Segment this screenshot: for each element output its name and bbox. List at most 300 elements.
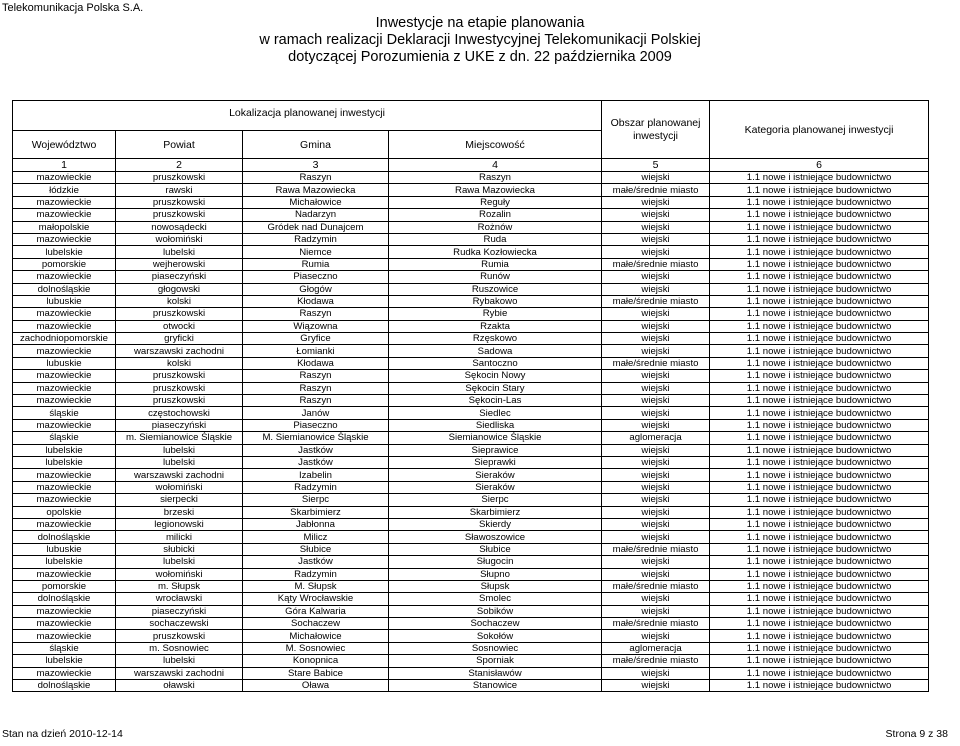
cell-kategoria: 1.1 nowe i istniejące budownictwo [710, 642, 929, 654]
investments-table [12, 100, 929, 692]
cell-gmina: Nadarzyn [243, 209, 389, 221]
col-header-obszar: Obszar planowanej inwestycji [602, 101, 710, 159]
cell-miejscowosc: Skierdy [389, 518, 602, 530]
col-number: 6 [710, 159, 929, 172]
cell-miejscowosc: Raszyn [389, 172, 602, 184]
cell-obszar: wiejski [602, 680, 710, 692]
cell-miejscowosc: Skarbimierz [389, 506, 602, 518]
cell-kategoria: 1.1 nowe i istniejące budownictwo [710, 295, 929, 307]
cell-powiat: piaseczyński [116, 605, 243, 617]
cell-obszar: małe/średnie miasto [602, 618, 710, 630]
cell-powiat: nowosądecki [116, 221, 243, 233]
cell-obszar: wiejski [602, 196, 710, 208]
col-header-powiat: Powiat [116, 131, 243, 159]
cell-miejscowosc: Sękocin Stary [389, 382, 602, 394]
cell-miejscowosc: Sosnowiec [389, 642, 602, 654]
cell-powiat: warszawski zachodni [116, 345, 243, 357]
cell-wojewodztwo: dolnośląskie [13, 680, 116, 692]
cell-obszar: wiejski [602, 283, 710, 295]
cell-obszar: wiejski [602, 209, 710, 221]
table-row [13, 444, 929, 456]
cell-powiat: kolski [116, 295, 243, 307]
cell-wojewodztwo: pomorskie [13, 258, 116, 270]
cell-wojewodztwo: mazowieckie [13, 568, 116, 580]
cell-obszar: wiejski [602, 246, 710, 258]
cell-obszar: wiejski [602, 370, 710, 382]
cell-kategoria: 1.1 nowe i istniejące budownictwo [710, 580, 929, 592]
cell-wojewodztwo: mazowieckie [13, 320, 116, 332]
cell-miejscowosc: Rozalin [389, 209, 602, 221]
footer-page-number: Strona 9 z 38 [885, 728, 948, 740]
col-number: 5 [602, 159, 710, 172]
cell-obszar: wiejski [602, 172, 710, 184]
cell-obszar: wiejski [602, 308, 710, 320]
cell-powiat: m. Siemianowice Śląskie [116, 432, 243, 444]
cell-gmina: Rawa Mazowiecka [243, 184, 389, 196]
cell-powiat: sierpecki [116, 494, 243, 506]
cell-gmina: M. Sosnowiec [243, 642, 389, 654]
cell-powiat: lubelski [116, 444, 243, 456]
cell-wojewodztwo: pomorskie [13, 580, 116, 592]
cell-gmina: M. Siemianowice Śląskie [243, 432, 389, 444]
cell-powiat: m. Słupsk [116, 580, 243, 592]
cell-powiat: wołomiński [116, 481, 243, 493]
cell-gmina: Wiązowna [243, 320, 389, 332]
cell-kategoria: 1.1 nowe i istniejące budownictwo [710, 543, 929, 555]
cell-powiat: pruszkowski [116, 395, 243, 407]
cell-gmina: Skarbimierz [243, 506, 389, 518]
cell-obszar: małe/średnie miasto [602, 580, 710, 592]
cell-miejscowosc: Sieraków [389, 481, 602, 493]
cell-wojewodztwo: mazowieckie [13, 308, 116, 320]
table-row [13, 456, 929, 468]
cell-kategoria: 1.1 nowe i istniejące budownictwo [710, 407, 929, 419]
cell-gmina: Jastków [243, 556, 389, 568]
table-row [13, 221, 929, 233]
cell-obszar: wiejski [602, 593, 710, 605]
table-row [13, 209, 929, 221]
cell-kategoria: 1.1 nowe i istniejące budownictwo [710, 221, 929, 233]
cell-gmina: Raszyn [243, 172, 389, 184]
cell-miejscowosc: Słubice [389, 543, 602, 555]
cell-powiat: otwocki [116, 320, 243, 332]
cell-kategoria: 1.1 nowe i istniejące budownictwo [710, 308, 929, 320]
table-row [13, 172, 929, 184]
table-row [13, 680, 929, 692]
cell-powiat: piaseczyński [116, 419, 243, 431]
table-row [13, 295, 929, 307]
col-number: 3 [243, 159, 389, 172]
table-row [13, 184, 929, 196]
cell-wojewodztwo: mazowieckie [13, 618, 116, 630]
cell-wojewodztwo: opolskie [13, 506, 116, 518]
cell-miejscowosc: Stanowice [389, 680, 602, 692]
cell-obszar: małe/średnie miasto [602, 295, 710, 307]
cell-powiat: m. Sosnowiec [116, 642, 243, 654]
cell-gmina: M. Słupsk [243, 580, 389, 592]
table-row [13, 419, 929, 431]
cell-kategoria: 1.1 nowe i istniejące budownictwo [710, 568, 929, 580]
cell-miejscowosc: Smolec [389, 593, 602, 605]
cell-miejscowosc: Sękocin Nowy [389, 370, 602, 382]
cell-obszar: wiejski [602, 605, 710, 617]
location-group-header: Lokalizacja planowanej inwestycji [13, 101, 602, 131]
table-row [13, 667, 929, 679]
cell-gmina: Słubice [243, 543, 389, 555]
cell-powiat: legionowski [116, 518, 243, 530]
table-row [13, 370, 929, 382]
table-row [13, 308, 929, 320]
cell-miejscowosc: Sieprawice [389, 444, 602, 456]
table-row [13, 630, 929, 642]
table-row [13, 543, 929, 555]
cell-miejscowosc: Rudka Kozłowiecka [389, 246, 602, 258]
cell-wojewodztwo: mazowieckie [13, 233, 116, 245]
cell-miejscowosc: Sękocin-Las [389, 395, 602, 407]
cell-miejscowosc: Siedlec [389, 407, 602, 419]
cell-powiat: milicki [116, 531, 243, 543]
cell-powiat: częstochowski [116, 407, 243, 419]
cell-kategoria: 1.1 nowe i istniejące budownictwo [710, 419, 929, 431]
cell-miejscowosc: Siemianowice Śląskie [389, 432, 602, 444]
cell-powiat: lubelski [116, 246, 243, 258]
cell-powiat: pruszkowski [116, 630, 243, 642]
col-header-kategoria: Kategoria planowanej inwestycji [710, 101, 929, 159]
cell-kategoria: 1.1 nowe i istniejące budownictwo [710, 283, 929, 295]
table-row [13, 580, 929, 592]
cell-powiat: wołomiński [116, 568, 243, 580]
cell-obszar: wiejski [602, 469, 710, 481]
cell-wojewodztwo: małopolskie [13, 221, 116, 233]
cell-gmina: Radzymin [243, 233, 389, 245]
cell-gmina: Kłodawa [243, 295, 389, 307]
cell-wojewodztwo: lubelskie [13, 456, 116, 468]
cell-miejscowosc: Sokołów [389, 630, 602, 642]
col-header-miejscowosc: Miejscowość [389, 131, 602, 159]
cell-kategoria: 1.1 nowe i istniejące budownictwo [710, 172, 929, 184]
cell-kategoria: 1.1 nowe i istniejące budownictwo [710, 432, 929, 444]
cell-wojewodztwo: mazowieckie [13, 630, 116, 642]
cell-wojewodztwo: mazowieckie [13, 382, 116, 394]
cell-miejscowosc: Runów [389, 271, 602, 283]
cell-gmina: Radzymin [243, 568, 389, 580]
cell-gmina: Michałowice [243, 630, 389, 642]
cell-kategoria: 1.1 nowe i istniejące budownictwo [710, 184, 929, 196]
cell-obszar: wiejski [602, 320, 710, 332]
cell-obszar: wiejski [602, 568, 710, 580]
cell-powiat: wołomiński [116, 233, 243, 245]
cell-wojewodztwo: mazowieckie [13, 605, 116, 617]
cell-wojewodztwo: śląskie [13, 407, 116, 419]
table-row [13, 246, 929, 258]
cell-obszar: aglomeracja [602, 642, 710, 654]
cell-obszar: małe/średnie miasto [602, 655, 710, 667]
cell-kategoria: 1.1 nowe i istniejące budownictwo [710, 680, 929, 692]
cell-miejscowosc: Ruszowice [389, 283, 602, 295]
cell-wojewodztwo: mazowieckie [13, 172, 116, 184]
cell-powiat: pruszkowski [116, 308, 243, 320]
cell-miejscowosc: Słupno [389, 568, 602, 580]
cell-kategoria: 1.1 nowe i istniejące budownictwo [710, 531, 929, 543]
table-row [13, 605, 929, 617]
cell-kategoria: 1.1 nowe i istniejące budownictwo [710, 655, 929, 667]
cell-gmina: Izabelin [243, 469, 389, 481]
cell-kategoria: 1.1 nowe i istniejące budownictwo [710, 370, 929, 382]
cell-obszar: wiejski [602, 419, 710, 431]
cell-gmina: Łomianki [243, 345, 389, 357]
cell-powiat: pruszkowski [116, 196, 243, 208]
table-row [13, 258, 929, 270]
cell-gmina: Raszyn [243, 308, 389, 320]
table-row [13, 271, 929, 283]
cell-powiat: słubicki [116, 543, 243, 555]
cell-gmina: Oława [243, 680, 389, 692]
cell-gmina: Głogów [243, 283, 389, 295]
cell-gmina: Sierpc [243, 494, 389, 506]
cell-wojewodztwo: lubelskie [13, 556, 116, 568]
table-row [13, 642, 929, 654]
cell-miejscowosc: Ruda [389, 233, 602, 245]
cell-powiat: lubelski [116, 556, 243, 568]
cell-powiat: kolski [116, 357, 243, 369]
cell-obszar: małe/średnie miasto [602, 258, 710, 270]
footer-date: Stan na dzień 2010-12-14 [2, 728, 123, 740]
cell-wojewodztwo: mazowieckie [13, 419, 116, 431]
cell-gmina: Piaseczno [243, 419, 389, 431]
cell-miejscowosc: Rybakowo [389, 295, 602, 307]
cell-gmina: Kłodawa [243, 357, 389, 369]
cell-powiat: sochaczewski [116, 618, 243, 630]
cell-gmina: Jastków [243, 456, 389, 468]
cell-kategoria: 1.1 nowe i istniejące budownictwo [710, 357, 929, 369]
cell-miejscowosc: Sobików [389, 605, 602, 617]
cell-obszar: wiejski [602, 456, 710, 468]
cell-obszar: wiejski [602, 494, 710, 506]
table-row [13, 593, 929, 605]
cell-gmina: Stare Babice [243, 667, 389, 679]
cell-kategoria: 1.1 nowe i istniejące budownictwo [710, 618, 929, 630]
cell-obszar: wiejski [602, 518, 710, 530]
cell-miejscowosc: Reguły [389, 196, 602, 208]
cell-wojewodztwo: mazowieckie [13, 209, 116, 221]
cell-gmina: Jastków [243, 444, 389, 456]
cell-gmina: Radzymin [243, 481, 389, 493]
cell-powiat: pruszkowski [116, 172, 243, 184]
cell-wojewodztwo: lubelskie [13, 246, 116, 258]
cell-wojewodztwo: łódzkie [13, 184, 116, 196]
table-row [13, 233, 929, 245]
cell-gmina: Piaseczno [243, 271, 389, 283]
table-row [13, 333, 929, 345]
title-line-1: Inwestycje na etapie planowania [375, 15, 585, 31]
cell-kategoria: 1.1 nowe i istniejące budownictwo [710, 395, 929, 407]
cell-miejscowosc: Słupsk [389, 580, 602, 592]
cell-kategoria: 1.1 nowe i istniejące budownictwo [710, 258, 929, 270]
cell-wojewodztwo: mazowieckie [13, 667, 116, 679]
cell-powiat: wrocławski [116, 593, 243, 605]
table-row [13, 407, 929, 419]
cell-obszar: wiejski [602, 345, 710, 357]
cell-miejscowosc: Sieraków [389, 469, 602, 481]
cell-gmina: Kąty Wrocławskie [243, 593, 389, 605]
cell-obszar: małe/średnie miasto [602, 184, 710, 196]
cell-miejscowosc: Sadowa [389, 345, 602, 357]
cell-powiat: warszawski zachodni [116, 469, 243, 481]
cell-obszar: małe/średnie miasto [602, 357, 710, 369]
cell-kategoria: 1.1 nowe i istniejące budownictwo [710, 518, 929, 530]
cell-gmina: Rumia [243, 258, 389, 270]
cell-powiat: gryficki [116, 333, 243, 345]
col-number: 2 [116, 159, 243, 172]
cell-wojewodztwo: mazowieckie [13, 345, 116, 357]
cell-miejscowosc: Rybie [389, 308, 602, 320]
cell-gmina: Jabłonna [243, 518, 389, 530]
table-row [13, 506, 929, 518]
cell-kategoria: 1.1 nowe i istniejące budownictwo [710, 630, 929, 642]
table-row [13, 481, 929, 493]
page-title [0, 15, 960, 66]
cell-obszar: wiejski [602, 395, 710, 407]
cell-kategoria: 1.1 nowe i istniejące budownictwo [710, 667, 929, 679]
cell-wojewodztwo: śląskie [13, 432, 116, 444]
table-row [13, 395, 929, 407]
cell-gmina: Raszyn [243, 370, 389, 382]
cell-kategoria: 1.1 nowe i istniejące budownictwo [710, 333, 929, 345]
cell-miejscowosc: Sługocin [389, 556, 602, 568]
cell-kategoria: 1.1 nowe i istniejące budownictwo [710, 196, 929, 208]
cell-obszar: aglomeracja [602, 432, 710, 444]
cell-wojewodztwo: lubuskie [13, 357, 116, 369]
cell-obszar: wiejski [602, 556, 710, 568]
cell-powiat: rawski [116, 184, 243, 196]
cell-wojewodztwo: mazowieckie [13, 395, 116, 407]
cell-gmina: Konopnica [243, 655, 389, 667]
cell-obszar: wiejski [602, 481, 710, 493]
cell-miejscowosc: Rożnów [389, 221, 602, 233]
cell-kategoria: 1.1 nowe i istniejące budownictwo [710, 209, 929, 221]
cell-gmina: Sochaczew [243, 618, 389, 630]
title-line-2: w ramach realizacji Deklaracji Inwestycyjnej Telekomunikacji Polskiej [259, 32, 701, 48]
cell-miejscowosc: Sochaczew [389, 618, 602, 630]
cell-kategoria: 1.1 nowe i istniejące budownictwo [710, 506, 929, 518]
cell-gmina: Michałowice [243, 196, 389, 208]
cell-obszar: wiejski [602, 630, 710, 642]
cell-powiat: pruszkowski [116, 382, 243, 394]
cell-miejscowosc: Sławoszowice [389, 531, 602, 543]
table-row [13, 494, 929, 506]
table-row [13, 469, 929, 481]
cell-powiat: oławski [116, 680, 243, 692]
cell-kategoria: 1.1 nowe i istniejące budownictwo [710, 556, 929, 568]
table-row [13, 196, 929, 208]
table-row [13, 518, 929, 530]
cell-miejscowosc: Rumia [389, 258, 602, 270]
table-row [13, 568, 929, 580]
table-row [13, 382, 929, 394]
cell-miejscowosc: Rzakta [389, 320, 602, 332]
cell-wojewodztwo: dolnośląskie [13, 593, 116, 605]
cell-gmina: Milicz [243, 531, 389, 543]
cell-powiat: pruszkowski [116, 370, 243, 382]
cell-gmina: Gródek nad Dunajcem [243, 221, 389, 233]
cell-kategoria: 1.1 nowe i istniejące budownictwo [710, 456, 929, 468]
cell-wojewodztwo: lubuskie [13, 295, 116, 307]
table-row [13, 531, 929, 543]
table-row [13, 283, 929, 295]
table-row [13, 345, 929, 357]
cell-powiat: piaseczyński [116, 271, 243, 283]
cell-kategoria: 1.1 nowe i istniejące budownictwo [710, 246, 929, 258]
cell-wojewodztwo: mazowieckie [13, 481, 116, 493]
cell-miejscowosc: Rzęskowo [389, 333, 602, 345]
table-row [13, 320, 929, 332]
col-header-gmina: Gmina [243, 131, 389, 159]
cell-obszar: wiejski [602, 271, 710, 283]
cell-kategoria: 1.1 nowe i istniejące budownictwo [710, 320, 929, 332]
cell-kategoria: 1.1 nowe i istniejące budownictwo [710, 481, 929, 493]
cell-miejscowosc: Rawa Mazowiecka [389, 184, 602, 196]
cell-kategoria: 1.1 nowe i istniejące budownictwo [710, 593, 929, 605]
cell-miejscowosc: Sierpc [389, 494, 602, 506]
col-header-wojewodztwo: Województwo [13, 131, 116, 159]
cell-gmina: Raszyn [243, 395, 389, 407]
cell-kategoria: 1.1 nowe i istniejące budownictwo [710, 233, 929, 245]
cell-obszar: wiejski [602, 221, 710, 233]
cell-wojewodztwo: dolnośląskie [13, 283, 116, 295]
cell-miejscowosc: Sporniak [389, 655, 602, 667]
title-line-3: dotyczącej Porozumienia z UKE z dn. 22 października 2009 [288, 49, 672, 65]
cell-miejscowosc: Sieprawki [389, 456, 602, 468]
cell-powiat: pruszkowski [116, 209, 243, 221]
cell-kategoria: 1.1 nowe i istniejące budownictwo [710, 271, 929, 283]
cell-wojewodztwo: lubuskie [13, 543, 116, 555]
cell-wojewodztwo: mazowieckie [13, 271, 116, 283]
cell-kategoria: 1.1 nowe i istniejące budownictwo [710, 494, 929, 506]
cell-gmina: Janów [243, 407, 389, 419]
cell-powiat: brzeski [116, 506, 243, 518]
cell-kategoria: 1.1 nowe i istniejące budownictwo [710, 382, 929, 394]
cell-kategoria: 1.1 nowe i istniejące budownictwo [710, 469, 929, 481]
company-name: Telekomunikacja Polska S.A. [2, 2, 144, 14]
cell-kategoria: 1.1 nowe i istniejące budownictwo [710, 444, 929, 456]
cell-obszar: wiejski [602, 407, 710, 419]
cell-miejscowosc: Siedliska [389, 419, 602, 431]
cell-obszar: wiejski [602, 333, 710, 345]
cell-obszar: wiejski [602, 506, 710, 518]
cell-gmina: Góra Kalwaria [243, 605, 389, 617]
cell-powiat: warszawski zachodni [116, 667, 243, 679]
cell-wojewodztwo: mazowieckie [13, 370, 116, 382]
cell-miejscowosc: Stanisławów [389, 667, 602, 679]
cell-wojewodztwo: lubelskie [13, 444, 116, 456]
cell-wojewodztwo: zachodniopomorskie [13, 333, 116, 345]
cell-obszar: małe/średnie miasto [602, 543, 710, 555]
table-row [13, 618, 929, 630]
cell-wojewodztwo: lubelskie [13, 655, 116, 667]
cell-miejscowosc: Santoczno [389, 357, 602, 369]
table-row [13, 556, 929, 568]
cell-obszar: wiejski [602, 667, 710, 679]
col-number: 4 [389, 159, 602, 172]
cell-powiat: lubelski [116, 456, 243, 468]
cell-gmina: Raszyn [243, 382, 389, 394]
col-number: 1 [13, 159, 116, 172]
table-row [13, 357, 929, 369]
cell-gmina: Niemce [243, 246, 389, 258]
cell-kategoria: 1.1 nowe i istniejące budownictwo [710, 345, 929, 357]
cell-obszar: wiejski [602, 382, 710, 394]
cell-obszar: wiejski [602, 444, 710, 456]
